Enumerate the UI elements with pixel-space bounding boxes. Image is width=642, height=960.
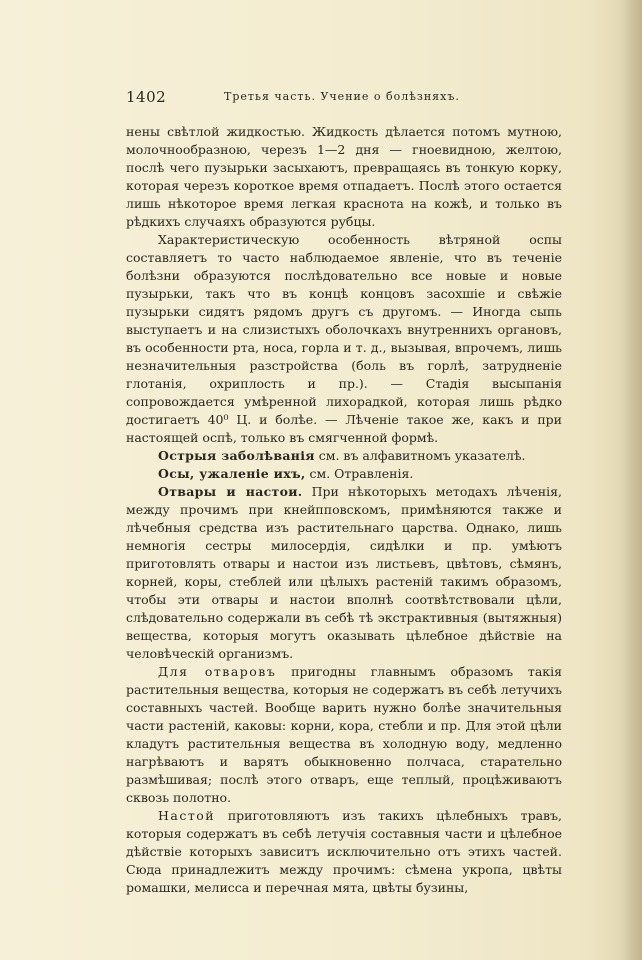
page-header — [126, 88, 562, 108]
entry-text: При нѣкоторыхъ методахъ лѣченія, между прочимъ при кнейпповскомъ, примѣняются также и лѣчебныя средства изъ растительнаго царства. Однако, лишь немногія сестры милосердія, сидѣлки и пр. умѣютъ приготовлять отвары и настои изъ листьевъ, цвѣтовъ, сѣмянъ, корней, коры, стеблей или цѣлыхъ растеній такимъ образомъ, чтобы эти отвары и настои вполнѣ соотвѣтствовали цѣли, слѣдовательно содержали въ себѣ тѣ экстрактивныя (вытяжныя) вещества, которыя могутъ оказывать цѣлебное дѣйствіе на человѣческій организмъ. — [126, 484, 562, 661]
paragraph-continuation: нены свѣтлой жидкостью. Жидкость дѣлается потомъ мутною, молочнообразною, черезъ 1—2 дня — гноевидною, желтою, послѣ чего пузырьки засыхаютъ, превращаясь въ тонкую корку, которая черезъ короткое время отпадаетъ. Послѣ этого остается лишь нѣкоторое время легкая краснота на кожѣ, и только въ рѣдкихъ случаяхъ образуются рубцы. — [126, 124, 562, 229]
entry-acute-diseases — [126, 447, 562, 465]
paragraph-infusions — [126, 807, 562, 897]
entry-term: Острыя заболѣванія — [158, 448, 315, 463]
paragraph-text: приготовляютъ изъ такихъ цѣлебныхъ травъ, которыя содержатъ въ себѣ летучія составныя части и цѣлебное дѣйствіе которыхъ зависитъ исключительно отъ этихъ частей. Сюда принадлежитъ между прочимъ: сѣмена укропа, цвѣты ромашки, мелисса и перечная мята, цвѣты бузины, — [126, 808, 562, 895]
running-title: Третья часть. Учение о болѣзняхъ. — [224, 90, 460, 103]
paragraph-text: пригодны главнымъ образомъ такія растительныя вещества, которыя не содержатъ въ себѣ летучихъ составныхъ частей. Вообще варить нужно болѣе значительныя части растеній, каковы: корни, кора, стебли и пр. Для этой цѣли кладутъ растительныя вещества въ холодную воду, медленно нагрѣваютъ и варятъ обыкновенно полчаса, старательно размѣшивая; послѣ этого отваръ, еще теплый, процѣживаютъ сквозь полотно. — [126, 664, 562, 805]
entry-term: Отвары и настои. — [158, 484, 303, 499]
paragraph-lead: Для отваровъ — [158, 664, 277, 679]
page-number: 1402 — [126, 88, 167, 106]
spine-shadow — [620, 0, 642, 960]
body-text — [126, 123, 562, 897]
paragraph-chickenpox-features: Характеристическую особенность вѣтряной оспы составляетъ то часто наблюдаемое явленіе, что въ теченіе болѣзни образуются послѣдовательно все новые и новые пузырьки, такъ что въ концѣ концовъ засохшіе и свѣжіе пузырьки сидятъ рядомъ другъ съ другомъ. — Иногда сыпь выступаетъ и на слизистыхъ оболочкахъ внутреннихъ органовъ, въ особенности рта, носа, горла и т. д., вызывая, впрочемъ, лишь незначительныя разстройства (боль въ горлѣ, затрудненіе глотанія, охриплость и пр.). — Стадія высыпанія сопровождается умѣренной лихорадкой, которая лишь рѣдко достигаетъ 40⁰ Ц. и болѣе. — Лѣченіе такое же, какъ и при настоящей оспѣ, только въ смягченной формѣ. — [126, 232, 562, 445]
entry-decoctions-infusions — [126, 483, 562, 663]
entry-term: Осы, ужаленіе ихъ, — [158, 466, 306, 481]
entry-text: см. въ алфавитномъ указателѣ. — [314, 448, 526, 463]
entry-wasp-stings — [126, 465, 562, 483]
entry-text: см. Отравленія. — [305, 466, 414, 481]
paragraph-decoctions — [126, 663, 562, 807]
paragraph-lead: Настой — [158, 808, 216, 823]
